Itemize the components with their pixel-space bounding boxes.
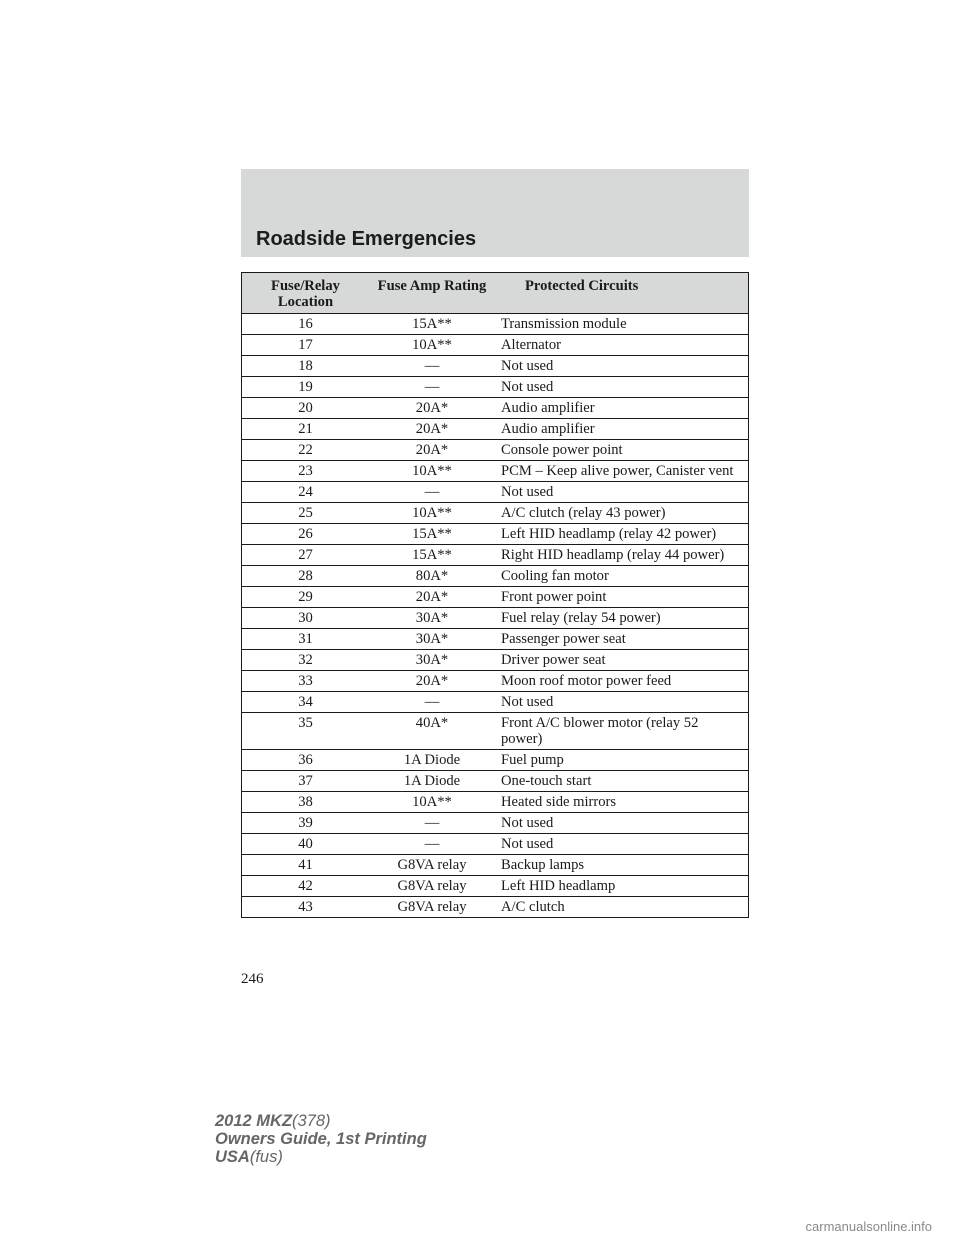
cell-location: 38 xyxy=(242,792,370,813)
cell-circuits: A/C clutch (relay 43 power) xyxy=(495,503,749,524)
table-row xyxy=(242,587,749,608)
cell-circuits: Fuel pump xyxy=(495,750,749,771)
table-row xyxy=(242,692,749,713)
cell-rating: — xyxy=(369,482,495,503)
table-row xyxy=(242,545,749,566)
table-row xyxy=(242,566,749,587)
table-row xyxy=(242,671,749,692)
cell-circuits: Left HID headlamp xyxy=(495,876,749,897)
table-row xyxy=(242,524,749,545)
cell-location: 29 xyxy=(242,587,370,608)
cell-circuits: One-touch start xyxy=(495,771,749,792)
table-row xyxy=(242,792,749,813)
cell-rating: 10A** xyxy=(369,335,495,356)
footer-region-code: (fus) xyxy=(249,1148,283,1166)
cell-rating: 20A* xyxy=(369,671,495,692)
table-row xyxy=(242,876,749,897)
footer-printing: Owners Guide, 1st Printing xyxy=(215,1130,427,1148)
cell-location: 18 xyxy=(242,356,370,377)
cell-rating: — xyxy=(369,813,495,834)
cell-circuits: Not used xyxy=(495,834,749,855)
footer-line-printing xyxy=(215,1130,427,1148)
cell-circuits: Console power point xyxy=(495,440,749,461)
cell-circuits: Transmission module xyxy=(495,314,749,335)
cell-rating: 20A* xyxy=(369,398,495,419)
cell-location: 23 xyxy=(242,461,370,482)
cell-location: 34 xyxy=(242,692,370,713)
page-number: 246 xyxy=(241,971,264,987)
table-row xyxy=(242,503,749,524)
cell-location: 39 xyxy=(242,813,370,834)
table-body xyxy=(242,314,749,918)
table-row xyxy=(242,398,749,419)
cell-rating: 10A** xyxy=(369,792,495,813)
cell-rating: G8VA relay xyxy=(369,855,495,876)
cell-rating: — xyxy=(369,356,495,377)
table-row xyxy=(242,314,749,335)
cell-rating: G8VA relay xyxy=(369,897,495,918)
cell-rating: 15A** xyxy=(369,524,495,545)
cell-location: 32 xyxy=(242,650,370,671)
cell-circuits: Not used xyxy=(495,482,749,503)
footer-model: 2012 MKZ xyxy=(215,1112,293,1130)
cell-circuits: Audio amplifier xyxy=(495,419,749,440)
table-row xyxy=(242,771,749,792)
cell-rating: — xyxy=(369,692,495,713)
cell-location: 28 xyxy=(242,566,370,587)
cell-rating: 30A* xyxy=(369,608,495,629)
fuse-table xyxy=(241,272,749,918)
cell-rating: 1A Diode xyxy=(369,750,495,771)
watermark: carmanualsonline.info xyxy=(805,1219,932,1234)
cell-location: 40 xyxy=(242,834,370,855)
cell-location: 33 xyxy=(242,671,370,692)
table-row xyxy=(242,461,749,482)
column-header-location: Fuse/Relay Location xyxy=(242,273,370,314)
cell-circuits: Not used xyxy=(495,692,749,713)
cell-rating: — xyxy=(369,834,495,855)
table-row xyxy=(242,834,749,855)
cell-location: 41 xyxy=(242,855,370,876)
cell-location: 27 xyxy=(242,545,370,566)
cell-circuits: Passenger power seat xyxy=(495,629,749,650)
cell-rating: 1A Diode xyxy=(369,771,495,792)
footer-line-region xyxy=(215,1148,427,1166)
column-header-rating: Fuse Amp Rating xyxy=(369,273,495,314)
cell-rating: 40A* xyxy=(369,713,495,750)
table-row xyxy=(242,440,749,461)
table-row xyxy=(242,482,749,503)
cell-location: 17 xyxy=(242,335,370,356)
table-row xyxy=(242,813,749,834)
cell-location: 43 xyxy=(242,897,370,918)
cell-location: 37 xyxy=(242,771,370,792)
cell-rating: — xyxy=(369,377,495,398)
table-row xyxy=(242,608,749,629)
cell-location: 31 xyxy=(242,629,370,650)
cell-location: 19 xyxy=(242,377,370,398)
cell-circuits: Heated side mirrors xyxy=(495,792,749,813)
cell-location: 16 xyxy=(242,314,370,335)
cell-rating: 20A* xyxy=(369,440,495,461)
cell-rating: G8VA relay xyxy=(369,876,495,897)
footer-region: USA xyxy=(215,1148,250,1166)
section-header xyxy=(241,169,749,257)
table-row xyxy=(242,750,749,771)
cell-circuits: Not used xyxy=(495,356,749,377)
print-footer xyxy=(215,1112,427,1166)
cell-circuits: Not used xyxy=(495,377,749,398)
cell-circuits: A/C clutch xyxy=(495,897,749,918)
table-row xyxy=(242,855,749,876)
table-row xyxy=(242,335,749,356)
table-row xyxy=(242,419,749,440)
table-row xyxy=(242,356,749,377)
cell-circuits: PCM – Keep alive power, Canister vent xyxy=(495,461,749,482)
table-row xyxy=(242,650,749,671)
cell-circuits: Driver power seat xyxy=(495,650,749,671)
footer-model-code: (378) xyxy=(292,1112,331,1130)
cell-circuits: Alternator xyxy=(495,335,749,356)
table-row xyxy=(242,377,749,398)
cell-rating: 30A* xyxy=(369,650,495,671)
cell-circuits: Front power point xyxy=(495,587,749,608)
cell-rating: 20A* xyxy=(369,419,495,440)
cell-rating: 10A** xyxy=(369,461,495,482)
cell-rating: 10A** xyxy=(369,503,495,524)
cell-location: 42 xyxy=(242,876,370,897)
cell-rating: 80A* xyxy=(369,566,495,587)
column-header-circuits: Protected Circuits xyxy=(495,273,749,314)
cell-circuits: Moon roof motor power feed xyxy=(495,671,749,692)
footer-line-model xyxy=(215,1112,427,1130)
cell-circuits: Not used xyxy=(495,813,749,834)
cell-rating: 20A* xyxy=(369,587,495,608)
cell-circuits: Cooling fan motor xyxy=(495,566,749,587)
cell-rating: 15A** xyxy=(369,545,495,566)
cell-location: 26 xyxy=(242,524,370,545)
cell-location: 30 xyxy=(242,608,370,629)
table-row xyxy=(242,713,749,750)
section-title: Roadside Emergencies xyxy=(256,228,477,250)
cell-location: 24 xyxy=(242,482,370,503)
cell-location: 36 xyxy=(242,750,370,771)
cell-rating: 15A** xyxy=(369,314,495,335)
cell-circuits: Audio amplifier xyxy=(495,398,749,419)
table-row xyxy=(242,629,749,650)
cell-circuits: Left HID headlamp (relay 42 power) xyxy=(495,524,749,545)
cell-circuits: Front A/C blower motor (relay 52 power) xyxy=(495,713,749,750)
cell-location: 22 xyxy=(242,440,370,461)
cell-circuits: Right HID headlamp (relay 44 power) xyxy=(495,545,749,566)
cell-circuits: Fuel relay (relay 54 power) xyxy=(495,608,749,629)
cell-location: 35 xyxy=(242,713,370,750)
cell-location: 20 xyxy=(242,398,370,419)
cell-location: 25 xyxy=(242,503,370,524)
cell-circuits: Backup lamps xyxy=(495,855,749,876)
cell-location: 21 xyxy=(242,419,370,440)
cell-rating: 30A* xyxy=(369,629,495,650)
table-header-row xyxy=(242,273,749,314)
table-row xyxy=(242,897,749,918)
